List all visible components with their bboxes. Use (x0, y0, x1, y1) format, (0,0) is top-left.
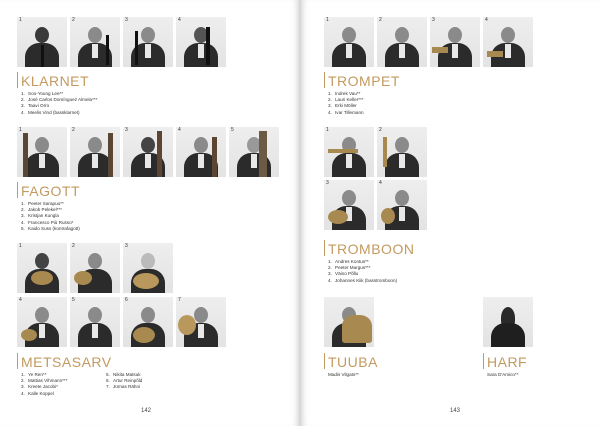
musician-photo (377, 180, 427, 230)
list-item: 3. Väino Põllu (328, 271, 359, 277)
musician-photo (17, 127, 67, 177)
list-item: 3. Kreete Jacobi* (21, 384, 58, 390)
musician-photo (229, 127, 279, 177)
accent-line (17, 353, 18, 369)
musician-photo (70, 297, 120, 347)
list-item: 3. Kristjan Kungla (21, 213, 59, 219)
list-item: 5. Nikita Matsuk (106, 372, 141, 377)
page-number-right: 143 (450, 408, 461, 414)
musician-photo (17, 243, 67, 293)
list-item: 7. Jürnas Rähni (106, 384, 141, 390)
list-item: 2. Lauri Keller*** (328, 97, 364, 103)
photo-number: 7 (178, 297, 181, 303)
list-item: 2. Jakob Pelekel*** (21, 207, 62, 213)
musician-photo (123, 17, 173, 67)
list-item: 3. Erki Möller (328, 103, 357, 109)
section-heading-klarnet: KLARNET (21, 73, 90, 89)
list-item: 4. Ivar Tillemann (328, 109, 364, 115)
photo-number: 1 (326, 17, 329, 23)
musician-photo (123, 243, 173, 293)
page-number-left: 142 (141, 408, 152, 414)
musician-photo (70, 127, 120, 177)
musician-photo (70, 243, 120, 293)
photo-number: 3 (125, 243, 128, 249)
list-item: 6. Artur Reinpõld (106, 378, 143, 384)
list-item: Madis Vilgats** (328, 372, 359, 377)
musician-photo (176, 297, 226, 347)
photo-number: 2 (72, 243, 75, 249)
list-item: 4. Kalle Koppel (21, 390, 54, 396)
musician-photo (123, 297, 173, 347)
musician-photo (377, 127, 427, 177)
list-item: 4. Meelis Vind (bassklarnet) (21, 109, 80, 115)
musician-photo (176, 17, 226, 67)
musician-photo (324, 127, 374, 177)
list-item: 2. Mattias Vihmann*** (21, 378, 68, 384)
list-item: 1. Soo-Young Lee** (21, 91, 64, 96)
musician-photo (324, 17, 374, 67)
section-heading-harf: HARF (487, 354, 528, 370)
member-list-metsasarv-col2 (106, 372, 142, 391)
photo-number: 3 (125, 127, 128, 133)
list-item: 2. Peeter Margus*** (328, 265, 371, 271)
section-heading-fagott: FAGOTT (21, 183, 80, 199)
musician-photo (483, 297, 533, 347)
photo-number: 4 (379, 180, 382, 186)
photo-number: 4 (178, 127, 181, 133)
member-list-klarnet (21, 91, 97, 116)
section-heading-metsasarv: METSASARV (21, 354, 112, 370)
accent-line (17, 182, 18, 198)
section-heading-tuuba: TUUBA (328, 354, 378, 370)
musician-photo (176, 127, 226, 177)
musician-photo (377, 17, 427, 67)
musician-photo (324, 180, 374, 230)
list-item: 5. Kaido Suss (kontrafagott) (21, 225, 80, 231)
photo-number: 6 (125, 297, 128, 303)
accent-line (324, 353, 325, 369)
list-item: 2. José Carlos Domínguez Almela*** (21, 97, 98, 103)
list-item: 4. Francesco Più Russo* (21, 219, 74, 225)
list-item: 1. Andres Kontus** (328, 259, 369, 264)
list-item: 1. Ye Ren** (21, 372, 47, 377)
photo-number: 4 (178, 17, 181, 23)
photo-number: 3 (326, 180, 329, 186)
photo-number: 1 (19, 243, 22, 249)
section-heading-tromboon: TROMBOON (328, 241, 415, 257)
accent-line (483, 353, 484, 369)
list-item: 1. Indrek Vau** (328, 91, 361, 96)
photo-number: 2 (379, 127, 382, 133)
member-list-trompet (328, 91, 364, 116)
photo-number: 3 (432, 17, 435, 23)
photo-number: 1 (326, 127, 329, 133)
photo-number: 4 (485, 17, 488, 23)
accent-line (324, 240, 325, 256)
photo-number: 2 (72, 127, 75, 133)
photo-number: 2 (72, 17, 75, 23)
accent-line (324, 72, 325, 88)
list-item: 4. Johannes Kiik (basstromboon) (328, 277, 398, 283)
member-list-tuuba (328, 372, 359, 378)
musician-photo (17, 297, 67, 347)
member-list-metsasarv-col1 (21, 372, 68, 397)
photo-number: 4 (19, 297, 22, 303)
list-item: Sara D'Amico** (487, 372, 519, 377)
member-list-fagott (21, 201, 80, 232)
photo-number: 3 (125, 17, 128, 23)
musician-photo (17, 17, 67, 67)
musician-photo (430, 17, 480, 67)
photo-number: 1 (19, 17, 22, 23)
musician-photo (123, 127, 173, 177)
list-item: 1. Peeter Sarapuu** (21, 201, 64, 206)
photo-number: 5 (72, 297, 75, 303)
musician-photo (70, 17, 120, 67)
photo-number: 1 (19, 127, 22, 133)
list-item: 3. Taavi Orro (21, 103, 50, 109)
member-list-harf (487, 372, 519, 378)
member-list-tromboon (328, 259, 397, 284)
photo-number: 5 (231, 127, 234, 133)
musician-photo (324, 297, 374, 347)
section-heading-trompet: TROMPET (328, 73, 400, 89)
photo-number: 2 (379, 17, 382, 23)
musician-photo (483, 17, 533, 67)
accent-line (17, 72, 18, 88)
